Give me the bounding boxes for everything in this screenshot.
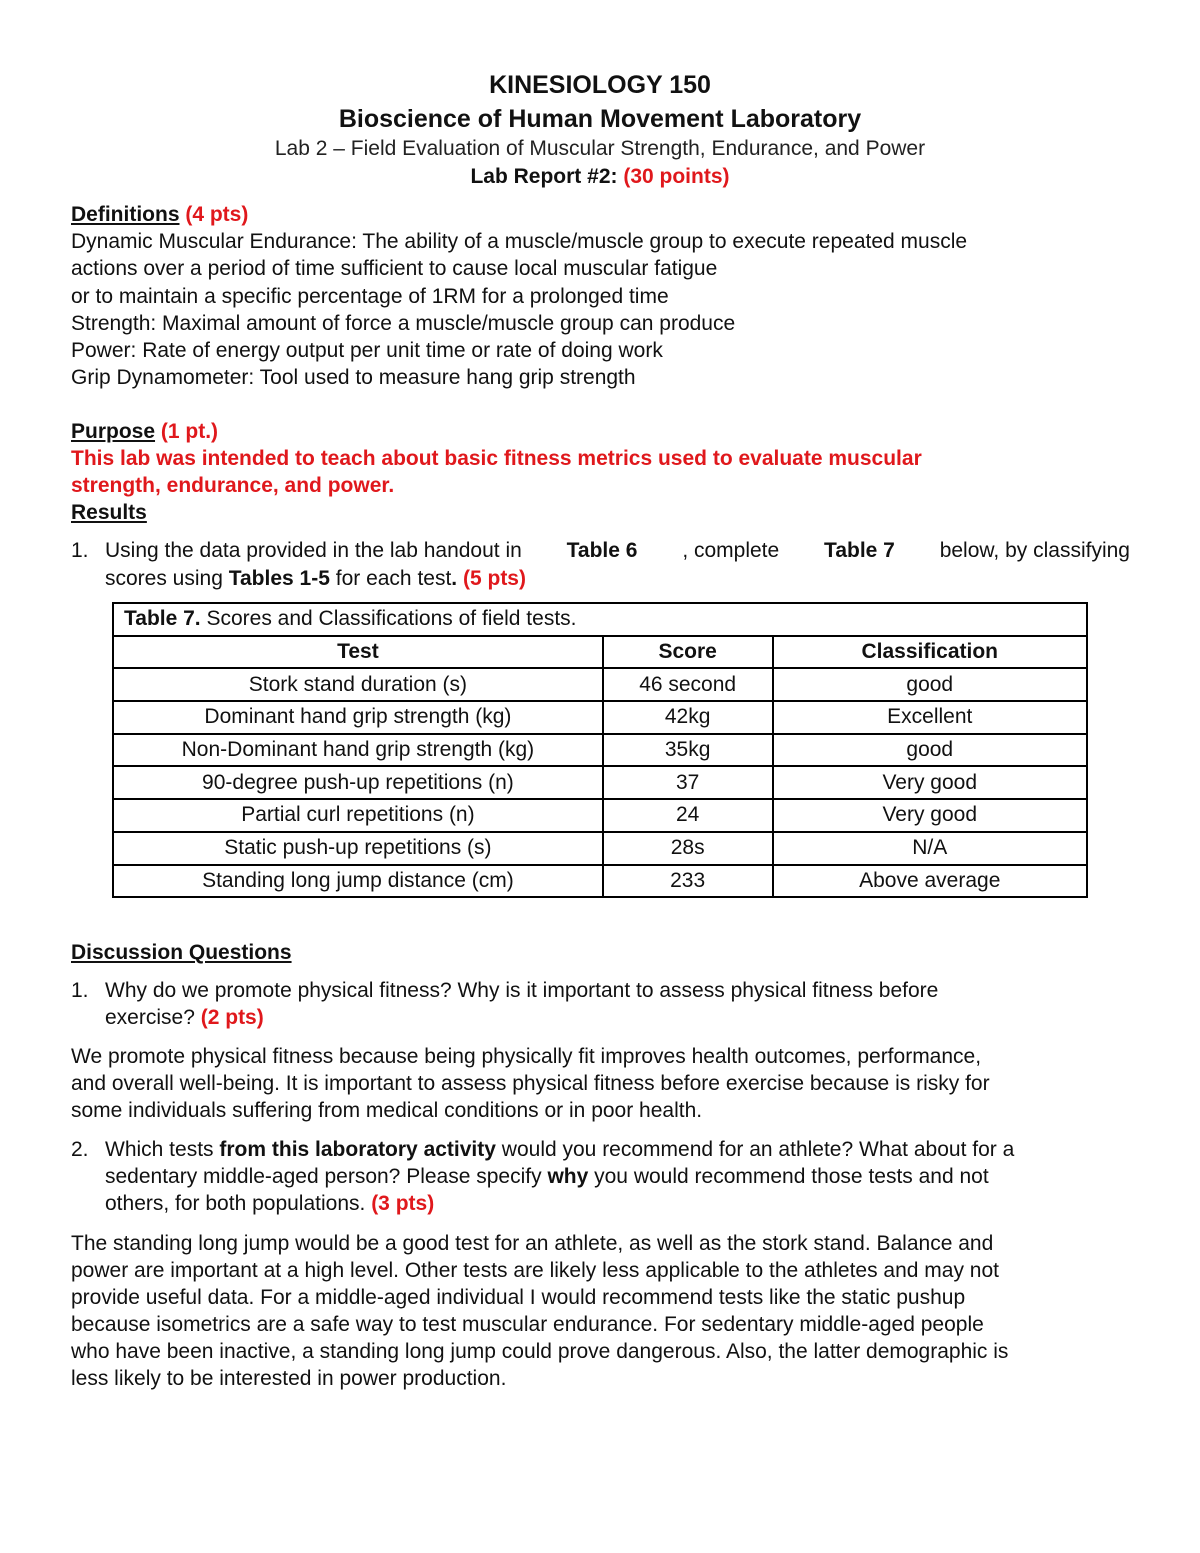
q1-period: . bbox=[451, 567, 458, 590]
q1-text: for each test bbox=[335, 567, 452, 590]
table-row bbox=[113, 865, 1087, 898]
q1-table7-ref: Table 7 bbox=[824, 539, 895, 562]
answer-2-line: power are important at a high level. Other tests are likely less applicable to the athletes and may not bbox=[71, 1259, 999, 1282]
purpose-text-line: This lab was intended to teach about basic fitness metrics used to evaluate muscular bbox=[71, 447, 922, 470]
q2-text: sedentary middle-aged person? Please specify bbox=[105, 1165, 542, 1188]
cell-score: 24 bbox=[603, 799, 773, 832]
col-header-score: Score bbox=[603, 636, 773, 669]
purpose-text-line: strength, endurance, and power. bbox=[71, 474, 395, 497]
q2-text: Which tests bbox=[105, 1138, 214, 1161]
report-heading bbox=[0, 164, 1200, 190]
cell-test: 90-degree push-up repetitions (n) bbox=[113, 766, 603, 799]
cell-classification: Very good bbox=[773, 766, 1088, 799]
cell-classification: N/A bbox=[773, 832, 1088, 865]
cell-classification: Above average bbox=[773, 865, 1088, 898]
q1-text: scores using bbox=[105, 567, 223, 590]
table-row bbox=[113, 832, 1087, 865]
cell-score: 37 bbox=[603, 766, 773, 799]
results-q1-line2 bbox=[105, 566, 526, 592]
cell-score: 233 bbox=[603, 865, 773, 898]
discussion-q2-points: (3 pts) bbox=[371, 1192, 435, 1215]
lab-title: Lab 2 – Field Evaluation of Muscular Strength, Endurance, and Power bbox=[274, 137, 926, 160]
q1-tables-ref: Tables 1-5 bbox=[228, 567, 330, 590]
table-7 bbox=[112, 602, 1088, 898]
q1-text: Using the data provided in the lab handout in bbox=[105, 539, 522, 562]
table-caption-text: Scores and Classifications of field tests. bbox=[206, 607, 577, 631]
answer-1-line: some individuals suffering from medical conditions or in poor health. bbox=[71, 1099, 703, 1122]
table-row bbox=[113, 734, 1087, 767]
lab-name: Bioscience of Human Movement Laboratory bbox=[338, 105, 862, 133]
q1-points: (5 pts) bbox=[462, 567, 526, 590]
definition-line: actions over a period of time sufficient to cause local muscular fatigue bbox=[71, 257, 718, 280]
q2-text: you would recommend those tests and not bbox=[594, 1165, 989, 1188]
col-header-classification: Classification bbox=[773, 636, 1088, 669]
purpose-heading-line bbox=[71, 419, 218, 445]
cell-score: 28s bbox=[603, 832, 773, 865]
cell-score: 35kg bbox=[603, 734, 773, 767]
definition-line: or to maintain a specific percentage of 1RM for a prolonged time bbox=[71, 285, 669, 308]
q2-emphasis: from this laboratory activity bbox=[219, 1138, 496, 1161]
discussion-q2-line1 bbox=[105, 1137, 1014, 1163]
answer-1-line: and overall well-being. It is important to assess physical fitness before exercise because is risky for bbox=[71, 1072, 990, 1095]
results-heading: Results bbox=[71, 501, 147, 524]
definitions-points: (4 pts) bbox=[185, 203, 249, 226]
cell-classification: good bbox=[773, 734, 1088, 767]
definitions-heading: Definitions bbox=[71, 203, 180, 226]
report-points: (30 points) bbox=[623, 165, 730, 188]
purpose-points: (1 pt.) bbox=[160, 420, 219, 443]
table-caption-label: Table 7. bbox=[124, 607, 201, 631]
cell-test: Standing long jump distance (cm) bbox=[113, 865, 603, 898]
q1-table6-ref: Table 6 bbox=[566, 539, 638, 562]
table-row bbox=[113, 799, 1087, 832]
col-header-test: Test bbox=[113, 636, 603, 669]
results-q1-number: 1. bbox=[71, 539, 89, 562]
q1-text: , complete bbox=[682, 539, 780, 562]
definition-line: Grip Dynamometer: Tool used to measure hang grip strength bbox=[71, 366, 636, 389]
q1-text: exercise? bbox=[105, 1006, 195, 1029]
table-row bbox=[113, 766, 1087, 799]
cell-classification: Excellent bbox=[773, 701, 1088, 734]
discussion-q2-line2 bbox=[105, 1164, 989, 1190]
cell-score: 46 second bbox=[603, 668, 773, 701]
cell-test: Stork stand duration (s) bbox=[113, 668, 603, 701]
cell-classification: Very good bbox=[773, 799, 1088, 832]
q2-text: would you recommend for an athlete? What about for a bbox=[501, 1138, 1015, 1161]
cell-score: 42kg bbox=[603, 701, 773, 734]
cell-classification: good bbox=[773, 668, 1088, 701]
cell-test: Partial curl repetitions (n) bbox=[113, 799, 603, 832]
table-row bbox=[113, 701, 1087, 734]
discussion-q1-line2 bbox=[105, 1005, 264, 1031]
discussion-q1-number: 1. bbox=[71, 979, 89, 1002]
table-caption bbox=[113, 603, 1087, 636]
report-label: Lab Report #2: bbox=[470, 165, 618, 188]
definition-line: Dynamic Muscular Endurance: The ability of a muscle/muscle group to execute repeated muscle bbox=[71, 230, 968, 253]
q2-why: why bbox=[547, 1165, 589, 1188]
definition-line: Strength: Maximal amount of force a muscle/muscle group can produce bbox=[71, 312, 736, 335]
answer-1-line: We promote physical fitness because being physically fit improves health outcomes, performance, bbox=[71, 1045, 982, 1068]
discussion-q2-line3 bbox=[105, 1191, 434, 1217]
discussion-q1-line1: Why do we promote physical fitness? Why is it important to assess physical fitness before bbox=[105, 979, 939, 1002]
discussion-q2-number: 2. bbox=[71, 1138, 89, 1161]
answer-2-line: less likely to be interested in power production. bbox=[71, 1367, 507, 1390]
discussion-heading: Discussion Questions bbox=[71, 941, 292, 964]
table-caption-row bbox=[113, 603, 1087, 636]
answer-2-line: The standing long jump would be a good test for an athlete, as well as the stork stand. Balance and bbox=[71, 1232, 994, 1255]
q2-text: others, for both populations. bbox=[105, 1192, 366, 1215]
answer-2-line: provide useful data. For a middle-aged individual I would recommend tests like the static pushup bbox=[71, 1286, 966, 1309]
results-q1-line1 bbox=[105, 538, 1130, 564]
table-row bbox=[113, 668, 1087, 701]
q1-text: below, by classifying bbox=[939, 539, 1130, 562]
cell-test: Non-Dominant hand grip strength (kg) bbox=[113, 734, 603, 767]
answer-2-line: who have been inactive, a standing long jump could prove dangerous. Also, the latter demographic is bbox=[71, 1340, 1009, 1363]
discussion-q1-points: (2 pts) bbox=[200, 1006, 264, 1029]
definitions-heading-line bbox=[71, 202, 248, 228]
cell-test: Static push-up repetitions (s) bbox=[113, 832, 603, 865]
cell-test: Dominant hand grip strength (kg) bbox=[113, 701, 603, 734]
table-header-row bbox=[113, 636, 1087, 669]
purpose-heading: Purpose bbox=[71, 420, 156, 443]
course-title: KINESIOLOGY 150 bbox=[489, 71, 711, 99]
answer-2-line: because isometrics are a safe way to test muscular endurance. For sedentary middle-aged people bbox=[71, 1313, 984, 1336]
definition-line: Power: Rate of energy output per unit time or rate of doing work bbox=[71, 339, 663, 362]
